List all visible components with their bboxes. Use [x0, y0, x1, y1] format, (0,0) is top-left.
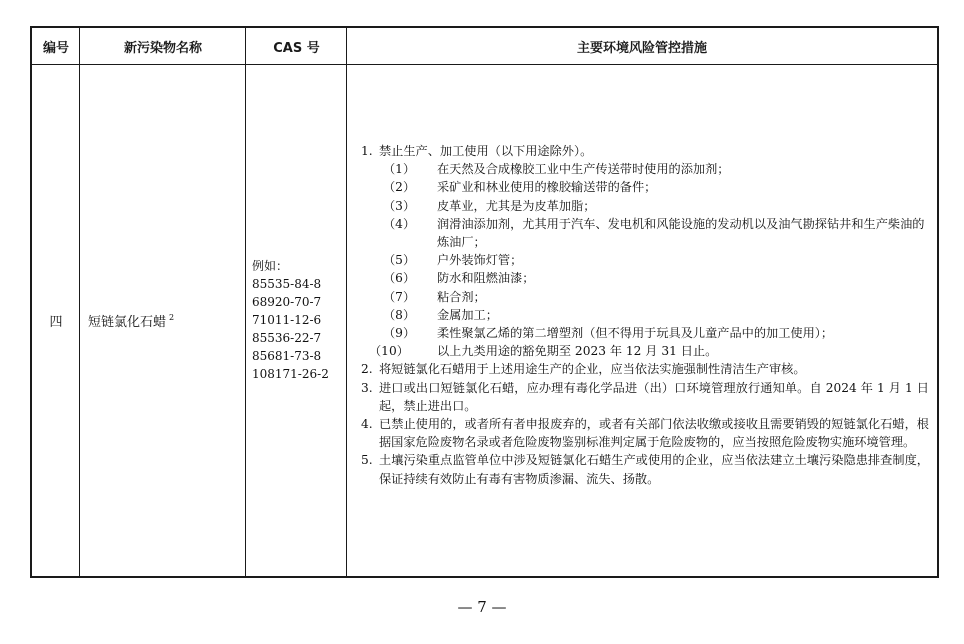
- subitem-text: 以上九类用途的豁免期至 2023 年 12 月 31 日止。: [437, 344, 718, 359]
- cas-number: 85536-22-7: [252, 331, 322, 345]
- measure-number: 4.: [361, 417, 373, 432]
- subitem-text: 在天然及合成橡胶工业中生产传送带时使用的添加剂；: [437, 162, 730, 177]
- cas-list: [252, 257, 329, 383]
- subitem-text: 防水和阻燃油漆；: [437, 271, 535, 286]
- cas-number: 68920-70-7: [252, 295, 322, 309]
- column-divider: [79, 28, 80, 64]
- header-number: 编号: [42, 40, 69, 56]
- measure-subitem: [361, 178, 929, 196]
- subitem-number: （4）: [383, 216, 416, 231]
- page-number: — 7 —: [457, 598, 507, 616]
- subitem-text: 柔性聚氯乙烯的第二增塑剂（但不得用于玩具及儿童产品中的加工使用）；: [437, 326, 834, 341]
- cas-intro: 例如：: [252, 259, 289, 273]
- measure-subitem: [361, 288, 929, 306]
- measure-subitem: [361, 215, 929, 251]
- cas-number: 108171-26-2: [252, 367, 329, 381]
- measure-subitem: [361, 269, 929, 287]
- subitem-number: （10）: [369, 344, 409, 359]
- measure-text: 禁止生产、加工使用（以下用途除外）。: [379, 144, 593, 158]
- measure-subitem: [361, 342, 929, 360]
- cas-number: 85535-84-8: [252, 277, 322, 291]
- cas-number: 71011-12-6: [252, 313, 322, 327]
- subitem-text: 皮革业，尤其是为皮革加脂；: [437, 198, 596, 213]
- cas-number: 85681-73-8: [252, 349, 322, 363]
- measure-subitem: [361, 306, 929, 324]
- subitem-number: （6）: [383, 271, 416, 286]
- subitem-text: 润滑油添加剂，尤其用于汽车、发电机和风能设施的发动机以及油气勘探钻井和生产柴油的炼油厂；: [437, 216, 925, 250]
- measure-item: [361, 379, 929, 415]
- measure-number: 5.: [361, 453, 373, 468]
- measure-item: [361, 360, 929, 378]
- header-cas: CAS 号: [273, 40, 320, 56]
- table-row: [32, 64, 937, 576]
- header-name: 新污染物名称: [123, 40, 202, 56]
- risk-control-table: [30, 26, 939, 578]
- measure-text: 将短链氯化石蜡用于上述用途生产的企业，应当依法实施强制性清洁生产审核。: [379, 362, 806, 377]
- measure-text: 已禁止使用的，或者所有者申报废弃的，或者有关部门依法收缴或接收且需要销毁的短链氯化石蜡，根据国家危险废物名录或者危险废物鉴别标准判定属于危险废物的，应当按照危险废物实施环境管理。: [379, 417, 929, 450]
- measures-cell: [347, 64, 937, 576]
- subitem-number: （2）: [383, 180, 416, 195]
- row-number-cell: 四: [49, 314, 63, 330]
- measure-subitem: [361, 251, 929, 269]
- measure-subitem: [361, 197, 929, 215]
- pollutant-name: 短链氯化石蜡: [88, 314, 167, 330]
- subitem-text: 粘合剂；: [437, 289, 486, 304]
- measure-subitem: [361, 324, 929, 342]
- measure-text: 进口或出口短链氯化石蜡，应办理有毒化学品进（出）口环境管理放行通知单。自 2024 年 1 月 1 日起，禁止进出口。: [379, 380, 929, 413]
- table-header-row: [32, 28, 937, 65]
- measure-subitem: [361, 160, 929, 178]
- measure-item: [361, 415, 929, 451]
- footnote-marker: 2: [169, 312, 175, 322]
- measure-item: [361, 451, 929, 487]
- subitem-number: （1）: [383, 162, 416, 177]
- subitem-number: （7）: [383, 289, 416, 304]
- measure-text: 土壤污染重点监管单位中涉及短链氯化石蜡生产或使用的企业，应当依法建立土壤污染隐患排查制度，保证持续有效防止有毒有害物质渗漏、流失、扬散。: [379, 453, 929, 486]
- measure-number: 1.: [361, 144, 373, 158]
- subitem-number: （3）: [383, 198, 416, 213]
- column-divider: [245, 28, 246, 64]
- pollutant-name-cell: [80, 64, 246, 576]
- measure-item: [361, 142, 929, 160]
- measure-number: 2.: [361, 362, 373, 377]
- subitem-number: （8）: [383, 307, 416, 322]
- subitem-text: 户外装饰灯管；: [437, 253, 523, 268]
- subitem-number: （9）: [383, 326, 416, 341]
- header-measures: 主要环境风险管控措施: [576, 40, 707, 56]
- column-divider: [346, 28, 347, 64]
- cas-cell: [246, 64, 347, 576]
- subitem-text: 采矿业和林业使用的橡胶输送带的备件；: [437, 180, 657, 195]
- measure-number: 3.: [361, 380, 373, 395]
- subitem-number: （5）: [383, 253, 416, 268]
- subitem-text: 金属加工；: [437, 307, 498, 322]
